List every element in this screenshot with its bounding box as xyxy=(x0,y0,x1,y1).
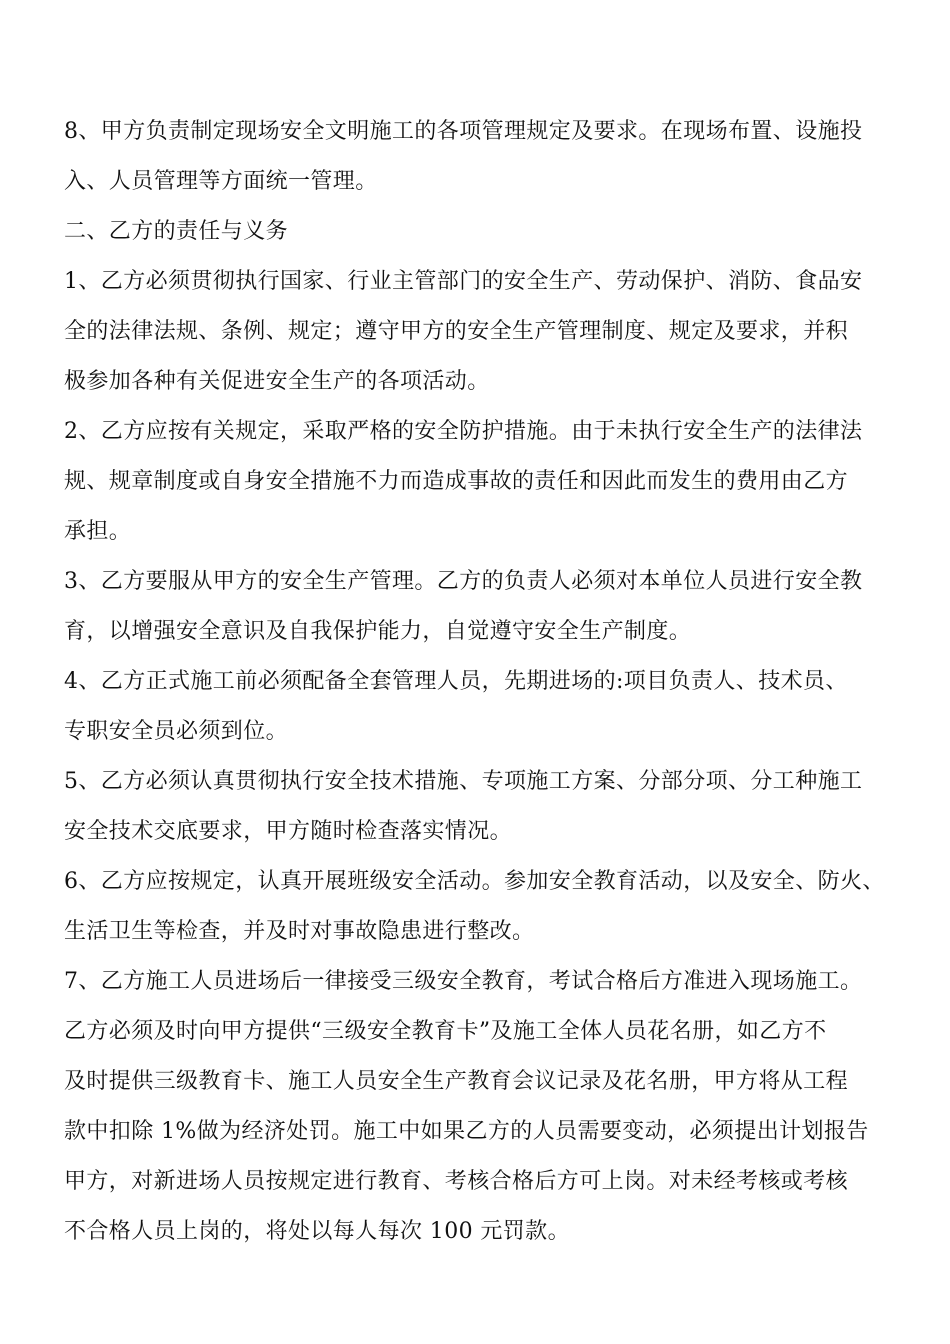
text-line: 承担。 xyxy=(64,519,132,544)
text-line: 7、乙方施工人员进场后一律接受三级安全教育，考试合格后方准进入现场施工。 xyxy=(64,969,863,994)
text-line: 安全技术交底要求，甲方随时检查落实情况。 xyxy=(64,819,513,844)
text-line: 规、规章制度或自身安全措施不力而造成事故的责任和因此而发生的费用由乙方 xyxy=(64,469,849,494)
text-line: 乙方必须及时向甲方提供“三级安全教育卡”及施工全体人员花名册，如乙方不 xyxy=(64,1019,827,1044)
text-line: 专职安全员必须到位。 xyxy=(64,719,289,744)
text-line: 生活卫生等检查，并及时对事故隐患进行整改。 xyxy=(64,919,535,944)
text-line: 5、乙方必须认真贯彻执行安全技术措施、专项施工方案、分部分项、分工种施工 xyxy=(64,769,863,794)
text-line: 1、乙方必须贯彻执行国家、行业主管部门的安全生产、劳动保护、消防、食品安 xyxy=(64,269,863,294)
text-line: 极参加各种有关促进安全生产的各项活动。 xyxy=(64,369,490,394)
text-line: 全的法律法规、条例、规定；遵守甲方的安全生产管理制度、规定及要求，并积 xyxy=(64,319,849,344)
text-line: 育，以增强安全意识及自我保护能力，自觉遵守安全生产制度。 xyxy=(64,619,692,644)
text-line: 不合格人员上岗的，将处以每人每次 100 元罚款。 xyxy=(64,1219,570,1244)
text-line: 及时提供三级教育卡、施工人员安全生产教育会议记录及花名册，甲方将从工程 xyxy=(64,1069,849,1094)
text-line: 4、乙方正式施工前必须配备全套管理人员，先期进场的:项目负责人、技术员、 xyxy=(64,669,848,694)
text-line: 6、乙方应按规定，认真开展班级安全活动。参加安全教育活动，以及安全、防火、 xyxy=(64,869,885,894)
text-line: 2、乙方应按有关规定，采取严格的安全防护措施。由于未执行安全生产的法律法 xyxy=(64,419,863,444)
section-heading: 二、乙方的责任与义务 xyxy=(64,219,289,244)
text-line: 甲方，对新进场人员按规定进行教育、考核合格后方可上岗。对未经考核或考核 xyxy=(64,1169,849,1194)
text-line: 8、甲方负责制定现场安全文明施工的各项管理规定及要求。在现场布置、设施投 xyxy=(64,119,863,144)
text-line: 款中扣除 1%做为经济处罚。施工中如果乙方的人员需要变动，必须提出计划报告 xyxy=(64,1119,869,1144)
text-line: 3、乙方要服从甲方的安全生产管理。乙方的负责人必须对本单位人员进行安全教 xyxy=(64,569,863,594)
text-line: 入、人员管理等方面统一管理。 xyxy=(64,169,378,194)
